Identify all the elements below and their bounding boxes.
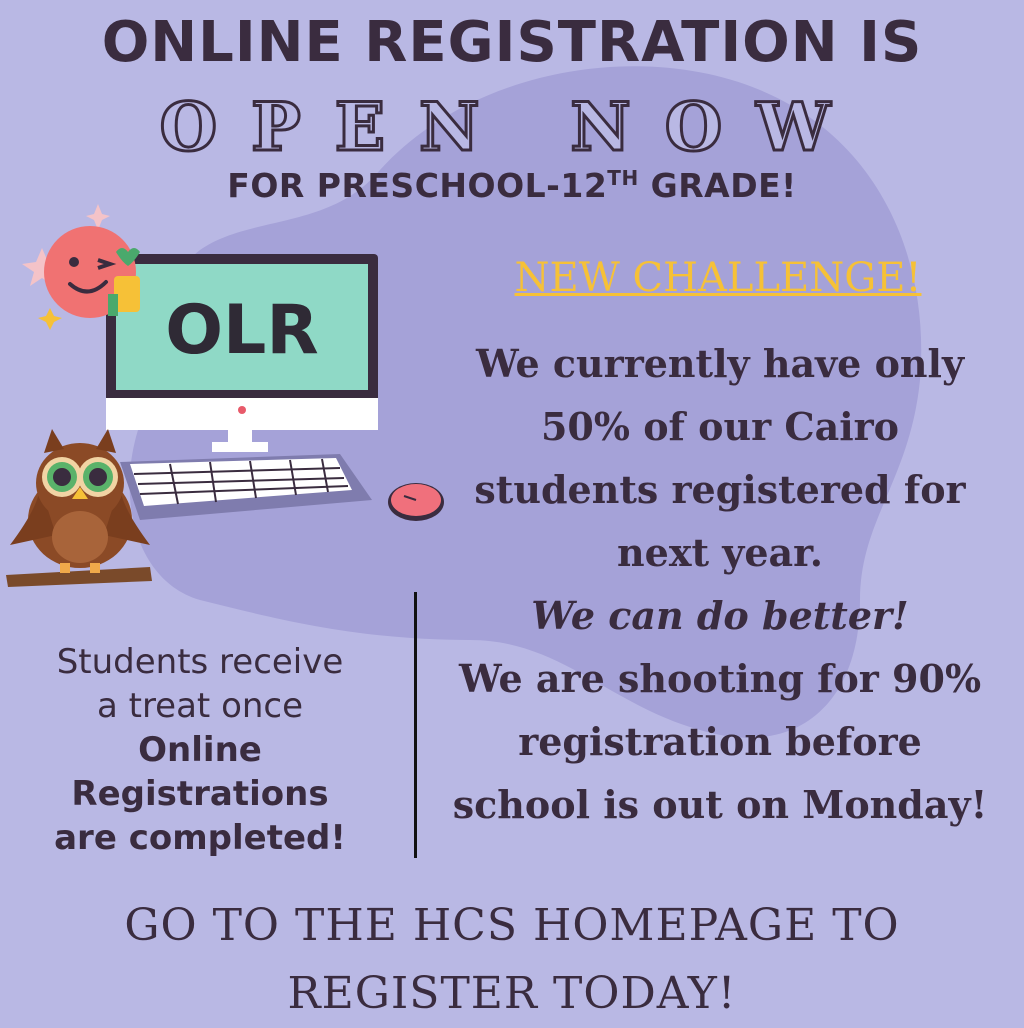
treat-line-2: a treat once	[96, 686, 304, 726]
treat-line-4: Registrations	[71, 774, 329, 814]
headline-line-1: ONLINE REGISTRATION IS	[101, 10, 923, 75]
challenge-heading: NEW CHALLENGE!	[514, 255, 922, 301]
challenge-body	[440, 332, 1000, 836]
treat-line-5: are completed!	[54, 818, 346, 858]
owl-mascot-icon	[0, 425, 160, 590]
smiley-sticker-icon	[12, 200, 152, 335]
headline-open-now	[0, 88, 1024, 166]
treat-line-3: Online	[138, 730, 262, 770]
headline-grades-superscript: TH	[607, 166, 639, 190]
footer-line-1: GO TO THE HCS HOMEPAGE TO	[124, 900, 900, 951]
treat-line-1: Students receive	[56, 642, 344, 682]
challenge-line-2: 50% of our Cairo	[540, 404, 900, 449]
vertical-divider	[414, 592, 417, 858]
headline-grades-suffix: GRADE!	[638, 166, 797, 205]
challenge-line-3: students registered for	[474, 467, 966, 512]
headline-open-now-text: OPEN NOW	[159, 88, 865, 166]
challenge-line-7: registration before	[518, 719, 922, 764]
headline-grades	[0, 166, 1024, 205]
challenge-line-8: school is out on Monday!	[452, 782, 988, 827]
footer-line-2: REGISTER TODAY!	[287, 968, 737, 1019]
challenge-line-5: We can do better!	[531, 593, 909, 638]
treat-note	[0, 640, 400, 860]
headline-grades-prefix: FOR PRESCHOOL-12	[227, 166, 608, 205]
olr-screen-label: OLR	[165, 291, 319, 370]
challenge-line-1: We currently have only	[475, 341, 965, 386]
footer-cta	[0, 892, 1024, 1028]
challenge-line-6: We are shooting for 90%	[458, 656, 982, 701]
challenge-line-4: next year.	[617, 530, 823, 575]
